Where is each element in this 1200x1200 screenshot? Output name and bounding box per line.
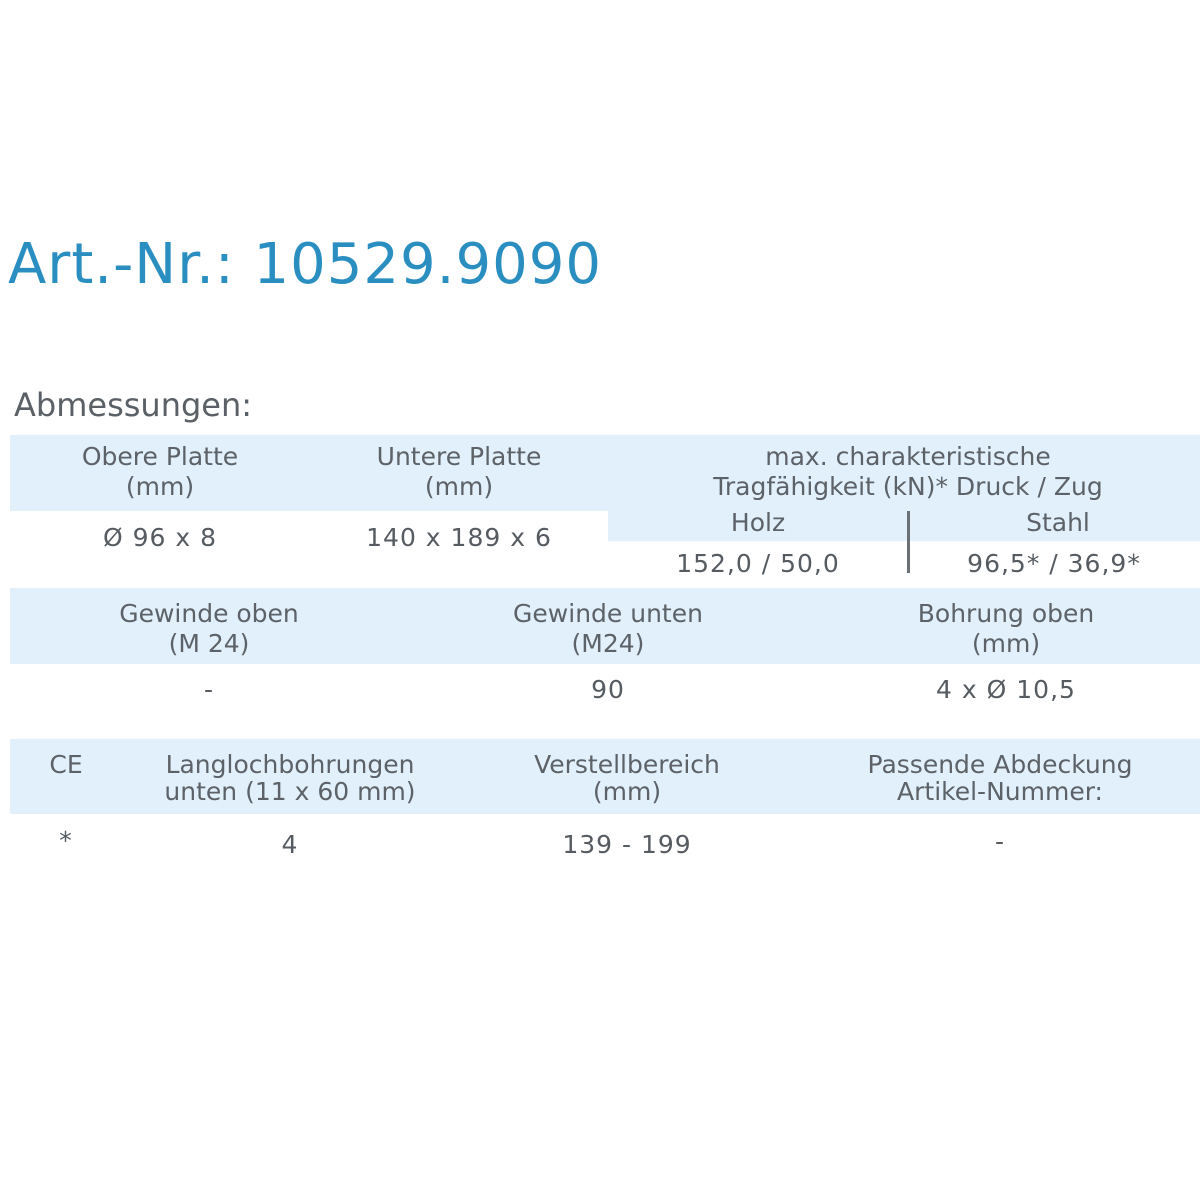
header-gewinde-unten-unit: (M24) (571, 629, 645, 658)
value-stahl: 96,5* / 36,9* (967, 549, 1141, 578)
dimensions-heading: Abmessungen: (14, 386, 253, 424)
value-gewinde-unten: 90 (591, 675, 625, 704)
value-passende-abdeckung: - (994, 827, 1006, 856)
value-langlochbohrungen: 4 (281, 830, 299, 859)
header-ce: CE (49, 750, 83, 779)
value-obere-platte: Ø 96 x 8 (102, 523, 218, 552)
header-langloch-unit: unten (11 x 60 mm) (164, 777, 416, 806)
header-gewinde-unten-label: Gewinde unten (513, 599, 703, 628)
header-max-line1: max. charakteristische (765, 442, 1051, 471)
header-gewinde-unten (408, 599, 808, 659)
article-number-title: Art.-Nr.: 10529.9090 (8, 232, 602, 297)
header-langlochbohrungen (122, 750, 458, 804)
header-abdeckung-label: Passende Abdeckung (867, 750, 1133, 779)
value-bohrung-oben: 4 x Ø 10,5 (936, 675, 1076, 704)
header-verstellbereich (458, 750, 796, 804)
header-untere-platte-label: Untere Platte (376, 442, 542, 471)
header-gewinde-oben-label: Gewinde oben (119, 599, 299, 628)
header-langloch-label: Langlochbohrungen (165, 750, 415, 779)
header-max-line2: Tragfähigkeit (kN)* Druck / Zug (713, 472, 1103, 501)
header-stahl: Stahl (1026, 508, 1090, 537)
header-obere-platte-label: Obere Platte (81, 442, 239, 471)
header-obere-platte-unit: (mm) (125, 472, 195, 501)
value-untere-platte: 140 x 189 x 6 (366, 523, 552, 552)
value-ce: * (59, 826, 73, 855)
header-gewinde-oben-unit: (M 24) (168, 629, 250, 658)
value-verstellbereich: 139 - 199 (562, 830, 692, 859)
value-gewinde-oben: - (203, 675, 215, 704)
header-holz: Holz (730, 508, 786, 537)
header-obere-platte (10, 442, 310, 502)
header-untere-platte-unit: (mm) (424, 472, 494, 501)
header-untere-platte (310, 442, 608, 502)
value-holz: 152,0 / 50,0 (676, 549, 840, 578)
header-verstellbereich-unit: (mm) (592, 777, 662, 806)
header-gewinde-oben (10, 599, 408, 659)
header-max-tragfaehigkeit (608, 442, 1200, 502)
header-passende-abdeckung (796, 750, 1200, 804)
header-verstellbereich-label: Verstellbereich (534, 750, 720, 779)
header-abdeckung-unit: Artikel-Nummer: (897, 777, 1103, 806)
header-bohrung-oben-label: Bohrung oben (917, 599, 1095, 628)
header-bohrung-oben-unit: (mm) (971, 629, 1041, 658)
header-bohrung-oben (808, 599, 1200, 659)
